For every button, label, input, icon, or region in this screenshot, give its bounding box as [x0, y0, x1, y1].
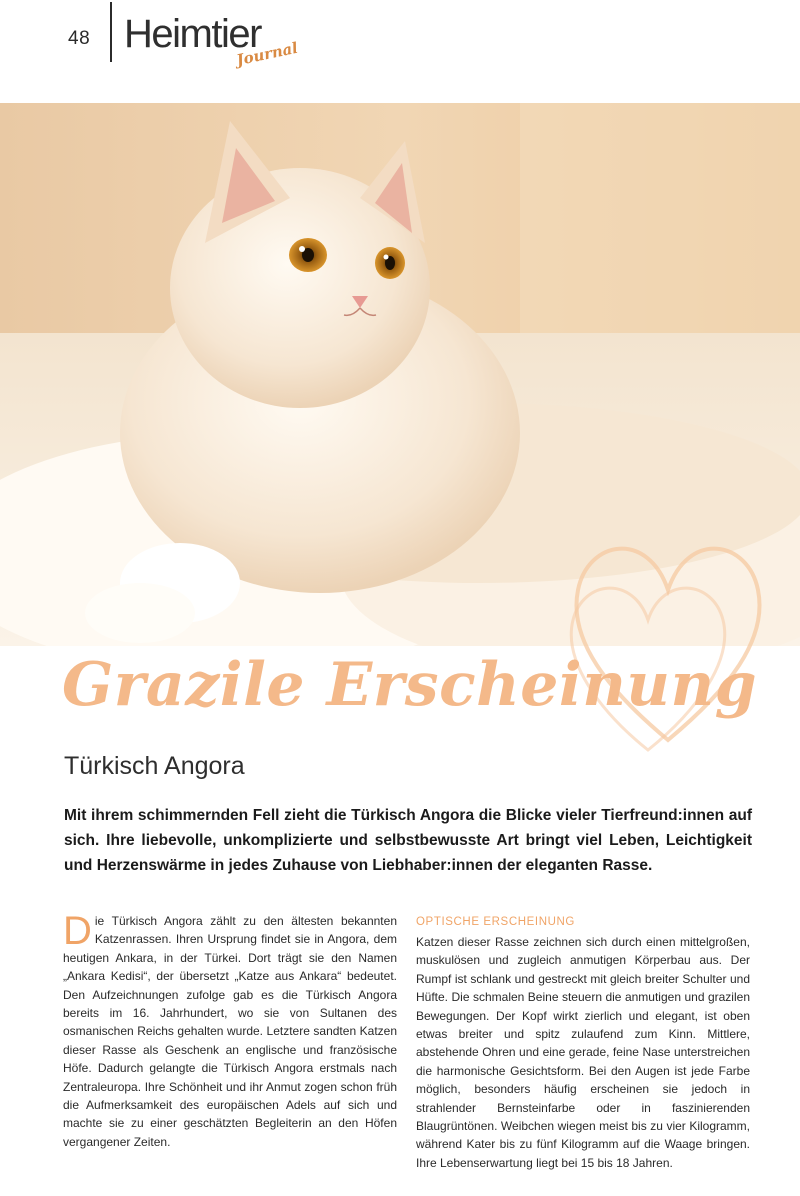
body-text-left: ie Türkisch Angora zählt zu den ältesten bekannten Katzenrassen. Ihren Ursprung findet sie in Angora, dem heutigen Ankara, in der Türkei. Dort trägt sie den Namen „Ankara Kedisi“, der übersetzt „Katze aus Ankara“ bedeutet. Den Aufzeichnungen zufolge gab es die Türkisch Angora bereits im 16. Jahrhundert, wo sie von Sultanen des osmanischen Reichs gehalten wurde. Letztere sandten Katzen dieser Rasse als Geschenk an englische und französische Höfe. Dadurch gelangte die Türkisch Angora erstmals nach Zentraleuropa. Ihre Schönheit und ihr Anmut zogen schon früh die Aufmerksamkeit des europäischen Adels auf sich und machte sie zu einer geschätzten Begleiterin an den Höfen vergangener Zeiten. [63, 914, 397, 1149]
page-header [0, 0, 800, 100]
body-text-right: Katzen dieser Rasse zeichnen sich durch einen mittelgroßen, muskulösen und zugleich anmutigen Körperbau aus. Der Rumpf ist schlank und gestreckt mit gleich breiter Schulter und Hüfte. Die schmalen Beine steuern die anmutigen und grazilen Bewegungen. Der Kopf wirkt zierlich und elegant, ist oben etwas breiter und spitz zulaufend zum Kinn. Mittlere, abstehende Ohren und eine gerade, feine Nase unterstreichen die harmonische Gesichtsform. Bei den Augen ist jede Farbe möglich, besonders häufig erscheinen sie jedoch in strahlender Bernsteinfarbe oder in faszinierenden Blaugrüntönen. Weibchen wiegen meist bis zu vier Kilogramm, während Kater bis zu fünf Kilogramm auf die Waage bringen. Ihre Lebenserwartung liegt bei 15 bis 18 Jahren. [416, 935, 750, 1170]
drop-cap: D [63, 909, 92, 953]
logo-main-text: Heimtier [124, 12, 261, 56]
article-headline: Grazile Erscheinung [62, 650, 758, 720]
page-number: 48 [68, 28, 91, 49]
heart-decoration [548, 500, 788, 760]
article-subtitle: Türkisch Angora [64, 752, 245, 780]
body-column-left [63, 909, 397, 1151]
section-heading: OPTISCHE ERSCHEINUNG [416, 916, 575, 928]
article-lead: Mit ihrem schimmernden Fell zieht die Türkisch Angora die Blicke vieler Tierfreund:innen auf sich. Ihre liebevolle, unkomplizierte und selbstbewusste Art bringt viel Leben, Leichtigkeit und Herzenswärme in jedes Zuhause von Liebhaber:innen der eleganten Rasse. [64, 807, 752, 874]
magazine-logo [124, 12, 300, 70]
logo-sub-text: Journal [234, 38, 300, 70]
header-divider [110, 2, 112, 62]
body-column-right [416, 913, 750, 1172]
